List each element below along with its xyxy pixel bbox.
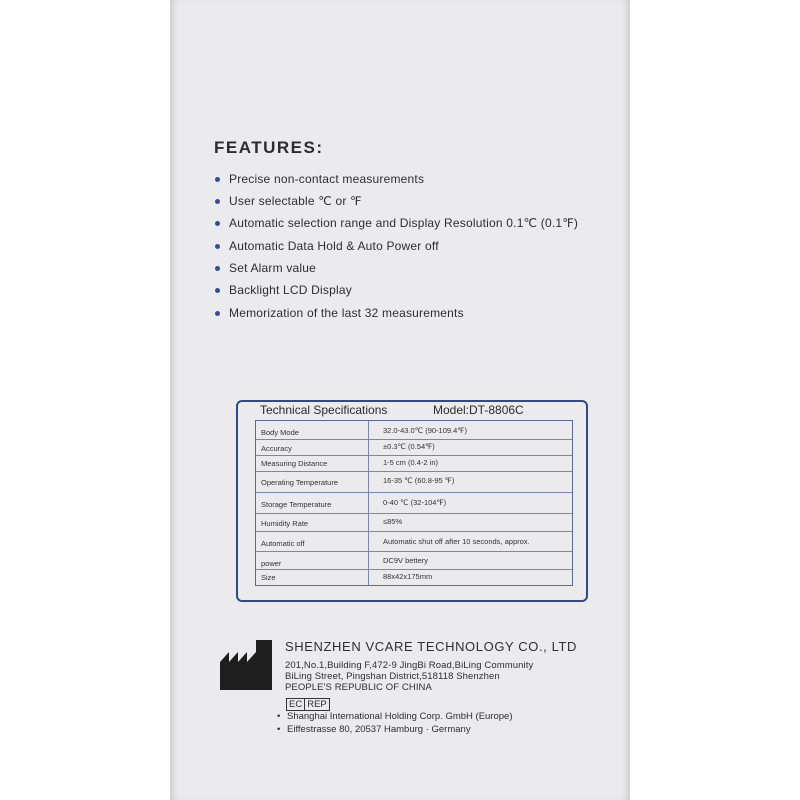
bullet-icon: • <box>277 724 281 735</box>
spec-row-line <box>256 471 572 472</box>
spec-value: 1-5 cm (0.4-2 in) <box>383 458 439 467</box>
spec-value: Automatic shut off after 10 seconds, approx. <box>383 537 530 546</box>
spec-value: 32.0-43.0℃ (90-109.4℉) <box>383 426 467 435</box>
bullet-icon: • <box>277 711 281 722</box>
spec-value: ≤85% <box>383 517 403 526</box>
feature-text: User selectable ℃ or ℉ <box>229 194 362 208</box>
spec-label: Accuracy <box>261 444 292 453</box>
manufacturer-name: SHENZHEN VCARE TECHNOLOGY CO., LTD <box>285 639 578 654</box>
spec-row-line <box>256 569 572 570</box>
manufacturer-factory-icon <box>220 640 272 690</box>
bullet-icon <box>215 199 220 204</box>
spec-value: 0-40 ℃ (32-104℉) <box>383 498 447 507</box>
spec-label: Automatic off <box>261 539 305 548</box>
manufacturer-address-line: BiLing Street, Pingshan District,518118 Shenzhen <box>285 671 500 682</box>
feature-item <box>215 194 362 208</box>
spec-column-divider <box>368 421 369 585</box>
bullet-icon <box>215 288 220 293</box>
spec-header: Technical Specifications <box>260 403 388 417</box>
spec-label: Storage Temperature <box>261 500 332 509</box>
spec-model: Model:DT-8806C <box>433 403 524 417</box>
feature-item <box>215 239 439 253</box>
spec-row-line <box>256 455 572 456</box>
spec-row-line <box>256 513 572 514</box>
feature-text: Backlight LCD Display <box>229 283 352 297</box>
bullet-icon <box>215 177 220 182</box>
spec-label: Body Mode <box>261 428 299 437</box>
features-title: FEATURES: <box>214 138 324 157</box>
spec-label: Operating Temperature <box>261 478 338 487</box>
bullet-icon <box>215 311 220 316</box>
feature-item <box>215 172 424 186</box>
spec-value: ±0.3℃ (0.54℉) <box>383 442 435 451</box>
spec-label: Size <box>261 573 276 582</box>
bullet-icon <box>215 221 220 226</box>
feature-text: Automatic selection range and Display Resolution 0.1℃ (0.1℉) <box>229 216 579 230</box>
ec-rep-text: Eiffestrasse 80, 20537 Hamburg · Germany <box>287 724 471 735</box>
spec-row-line <box>256 492 572 493</box>
spec-row-line <box>256 439 572 440</box>
feature-item <box>215 216 578 230</box>
spec-table <box>255 420 573 586</box>
feature-text: Precise non-contact measurements <box>229 172 425 186</box>
manufacturer-address-line: 201,No.1,Building F,472-9 JingBi Road,BiLing Community <box>285 660 534 671</box>
ec-rep-text: Shanghai International Holding Corp. GmbH (Europe) <box>287 711 513 722</box>
spec-value: 88x42x175mm <box>383 572 433 581</box>
ec-rep-symbol <box>286 698 330 711</box>
spec-value: 16-35 ℃ (60.8-95 ℉) <box>383 476 455 485</box>
spec-value: DC9V bettery <box>383 556 429 565</box>
feature-text: Automatic Data Hold & Auto Power off <box>229 239 439 253</box>
feature-item <box>215 306 464 320</box>
bullet-icon <box>215 244 220 249</box>
spec-label: power <box>261 559 282 568</box>
manufacturer-address-line: PEOPLE'S REPUBLIC OF CHINA <box>285 682 432 693</box>
ec-rep-line <box>277 711 513 722</box>
feature-text: Memorization of the last 32 measurements <box>229 306 464 320</box>
spec-label: Measuring Distance <box>261 459 328 468</box>
ec-label: EC <box>286 698 305 711</box>
feature-item <box>215 261 316 275</box>
ec-rep-line <box>277 724 471 735</box>
spec-label: Humidity Rate <box>261 519 309 528</box>
feature-item <box>215 283 352 297</box>
spec-row-line <box>256 551 572 552</box>
spec-row-line <box>256 531 572 532</box>
bullet-icon <box>215 266 220 271</box>
feature-text: Set Alarm value <box>229 261 317 275</box>
rep-label: REP <box>305 698 330 711</box>
